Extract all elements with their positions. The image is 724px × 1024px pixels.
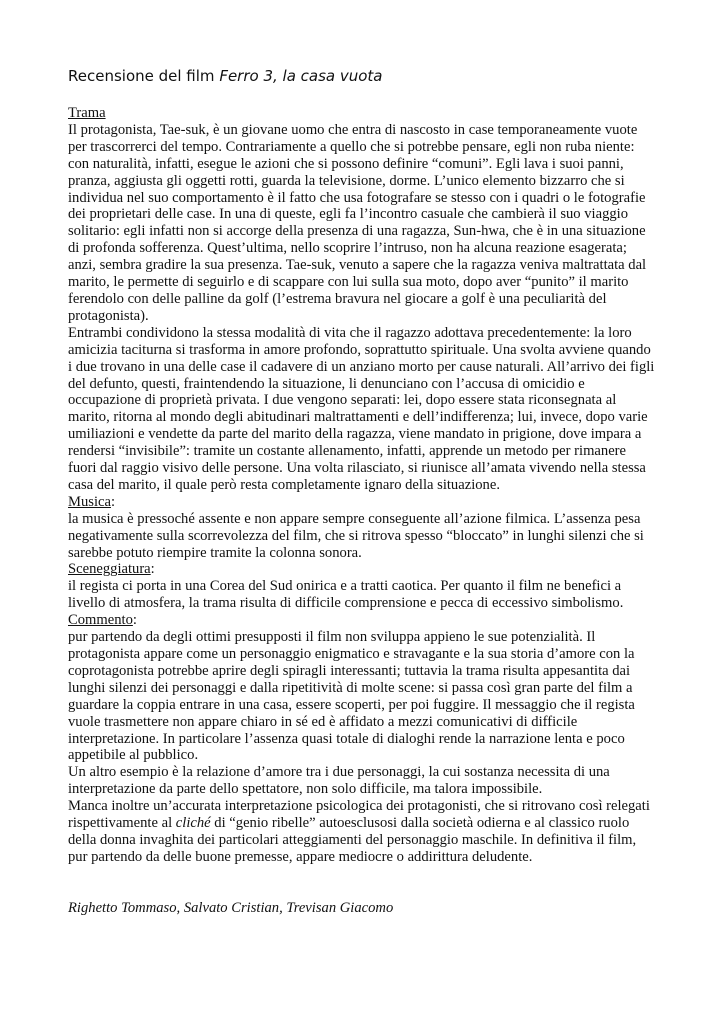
section-heading-trama: Trama <box>68 105 106 121</box>
review-body <box>68 105 658 866</box>
commento-p3-end: di “genio ribelle” autoesclusosi dalla società odierna e al classico ruolo della donna invaghita dei particolari atteggiamenti del personaggio maschile. In definitiva il film, pur partendo da delle buone premesse, appare mediocre o addirittura deludente. <box>68 815 637 865</box>
section-heading-commento-line <box>68 612 658 629</box>
trama-paragraph-2: Entrambi condividono la stessa modalità di vita che il ragazzo adottava precedentemente: la loro amicizia taciturna si trasforma in amore profondo, soprattutto spirituale. Una svolta avviene quando i due trovano in una delle case il cadavere di un anziano morto per cause naturali. All’arrivo dei figli del defunto, questi, fraintendendo la situazione, li denunciano con l’accusa di omicidio e occupazione di proprietà privata. I due vengono separati: lei, dopo essere stata riconsegnata al marito, ritorna al mondo degli abitudinari maltrattamenti e dell’indifferenza; lui, invece, dopo varie umiliazioni e vendette da parte del marito della ragazza, viene mandato in prigione, dove impara a rendersi “invisibile”: tramite un costante allenamento, infatti, apprende un metodo per rimanere fuori dal raggio visivo delle persone. Una volta rilasciato, si riunisce all’amata vivendo nella stessa casa del marito, il quale però resta completamente ignaro della situazione. <box>68 324 655 493</box>
section-heading-musica: Musica <box>68 493 111 510</box>
section-heading-sceneggiatura-line <box>68 561 658 578</box>
trama-paragraph-1: Il protagonista, Tae-suk, è un giovane uomo che entra di nascosto in case temporaneamente vuote per trascorrerci del tempo. Contrariamente a quello che si potrebbe pensare, egli non ruba niente: con naturalità, infatti, esegue le azioni che si possono definire “comuni”. Egli lava i suoi panni, pranza, aggiusta gli oggetti rotti, guarda la televisione, dorme. L’unico elemento bizzarro che si individua nel suo comportamento è il fatto che usa fotografare se stesso con i quadri o le fotografie dei proprietari delle case. In una di queste, egli fa l’incontro casuale che cambierà il suo viaggio solitario: egli infatti non si accorge della presenza di una ragazza, Sun-hwa, che è in una situazione di profonda sofferenza. Quest’ultima, nello scoprire l’intruso, non ha alcuna reazione esagerata; anzi, sembra gradire la sua presenza. Tae-suk, venuto a sapere che la ragazza veniva maltrattata dal marito, le permette di seguirlo e di scappare con lui sulla sua moto, dopo aver “punito” il marito ferendolo con delle palline da golf (l’estrema bravura nel giocare a golf è una peculiarità del protagonista). <box>68 121 647 324</box>
musica-paragraph: la musica è pressoché assente e non appare sempre conseguente all’azione filmica. L’assenza pesa negativamente sulla scorrevolezza del film, che si ritrova spesso “bloccato” in lunghi silenzi che si sarebbe potuto riempire tramite la colonna sonora. <box>68 510 644 561</box>
section-heading-musica-line <box>68 494 658 511</box>
title-prefix: Recensione del film <box>68 67 220 85</box>
cliche-word: cliché <box>175 815 211 832</box>
document-title <box>68 66 658 86</box>
sceneggiatura-paragraph: il regista ci porta in una Corea del Sud onirica e a tratti caotica. Per quanto il film ne benefici a livello di atmosfera, la trama risulta di difficile comprensione e pecca di eccessivo simbolismo. <box>68 578 624 612</box>
commento-paragraph-3 <box>68 798 658 866</box>
film-title: Ferro 3, la casa vuota <box>219 67 383 85</box>
authors-signature: Righetto Tommaso, Salvato Cristian, Trevisan Giacomo <box>68 899 394 916</box>
document-page <box>68 66 658 917</box>
section-heading-commento: Commento <box>68 612 133 629</box>
commento-colon: : <box>132 612 137 629</box>
commento-p3-start: Manca inoltre un’accurata interpretazione psicologica dei protagonisti, che si ritrovano così relegati rispettivamente al <box>68 798 650 832</box>
section-heading-sceneggiatura: Sceneggiatura <box>68 561 151 578</box>
commento-paragraph-1: pur partendo da degli ottimi presupposti il film non sviluppa appieno le sue potenzialità. Il protagonista appare come un personaggio enigmatico e stravagante e la sua storia d’amore con la coprotagonista potrebbe aprire degli spiragli interessanti; tuttavia la trama risulta appesantita dai lunghi silenzi dei personaggi e dalla ripetitività di molte scene: si passa così gran parte del film a guardare la coppia entrare in una casa, essere scoperti, per poi fuggire. Il messaggio che il regista vuole trasmettere non appare chiaro in sé ed è affidato a mezzi comunicativi di difficile interpretazione. In particolare l’assenza quasi totale di dialoghi rende la narrazione lenta e poco appetibile al pubblico. <box>68 629 635 764</box>
commento-paragraph-2: Un altro esempio è la relazione d’amore tra i due personaggi, la cui sostanza necessita di una interpretazione da parte dello spettatore, non solo difficile, ma talora impossibile. <box>68 764 610 798</box>
sceneggiatura-colon: : <box>150 561 155 578</box>
musica-colon: : <box>110 493 116 510</box>
